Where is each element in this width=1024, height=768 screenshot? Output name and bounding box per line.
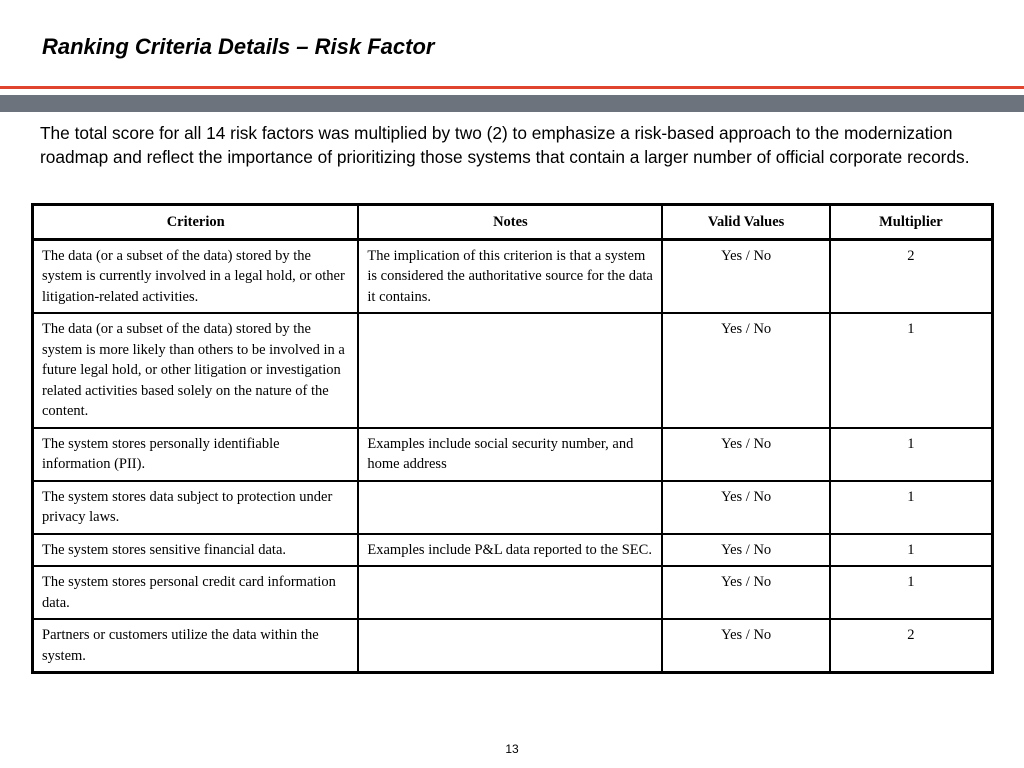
valid-values-cell: Yes / No <box>662 566 829 619</box>
valid-values-cell: Yes / No <box>662 428 829 481</box>
table-row <box>33 481 993 534</box>
criterion-cell: The data (or a subset of the data) stored by the system is currently involved in a legal hold, or other litigation-related activities. <box>33 239 359 313</box>
criterion-cell: The data (or a subset of the data) stored by the system is more likely than others to be involved in a future legal hold, or other litigation or investigation related activities based solely on the nature of the content. <box>33 313 359 428</box>
valid-values-cell: Yes / No <box>662 619 829 673</box>
table-row <box>33 239 993 313</box>
multiplier-cell: 1 <box>830 534 993 567</box>
multiplier-cell: 1 <box>830 566 993 619</box>
table-row <box>33 428 993 481</box>
page-number: 13 <box>505 742 519 756</box>
table-row <box>33 313 993 428</box>
multiplier-cell: 1 <box>830 481 993 534</box>
column-header-multiplier: Multiplier <box>830 205 993 240</box>
notes-cell <box>358 313 662 428</box>
notes-cell: The implication of this criterion is that a system is considered the authoritative source for the data it contains. <box>358 239 662 313</box>
multiplier-cell: 1 <box>830 428 993 481</box>
criterion-cell: The system stores data subject to protection under privacy laws. <box>33 481 359 534</box>
multiplier-cell: 2 <box>830 239 993 313</box>
table-row <box>33 619 993 673</box>
slide-title: Ranking Criteria Details – Risk Factor <box>42 34 435 59</box>
criterion-cell: The system stores personally identifiable information (PII). <box>33 428 359 481</box>
notes-cell <box>358 566 662 619</box>
criterion-cell: Partners or customers utilize the data within the system. <box>33 619 359 673</box>
title-divider-rule <box>0 86 1024 89</box>
notes-cell: Examples include P&L data reported to the SEC. <box>358 534 662 567</box>
notes-cell <box>358 481 662 534</box>
column-header-notes: Notes <box>358 205 662 240</box>
multiplier-cell: 1 <box>830 313 993 428</box>
notes-cell: Examples include social security number, and home address <box>358 428 662 481</box>
valid-values-cell: Yes / No <box>662 239 829 313</box>
valid-values-cell: Yes / No <box>662 534 829 567</box>
column-header-valid-values: Valid Values <box>662 205 829 240</box>
risk-criteria-table <box>31 203 994 674</box>
criterion-cell: The system stores sensitive financial data. <box>33 534 359 567</box>
table-row <box>33 534 993 567</box>
criterion-cell: The system stores personal credit card information data. <box>33 566 359 619</box>
header-band <box>0 95 1024 112</box>
table-header-row <box>33 205 993 240</box>
valid-values-cell: Yes / No <box>662 313 829 428</box>
multiplier-cell: 2 <box>830 619 993 673</box>
notes-cell <box>358 619 662 673</box>
intro-paragraph: The total score for all 14 risk factors was multiplied by two (2) to emphasize a risk-based approach to the modernization roadmap and reflect the importance of prioritizing those systems that contain a larger number of official corporate records. <box>40 123 970 167</box>
table-row <box>33 566 993 619</box>
column-header-criterion: Criterion <box>33 205 359 240</box>
valid-values-cell: Yes / No <box>662 481 829 534</box>
